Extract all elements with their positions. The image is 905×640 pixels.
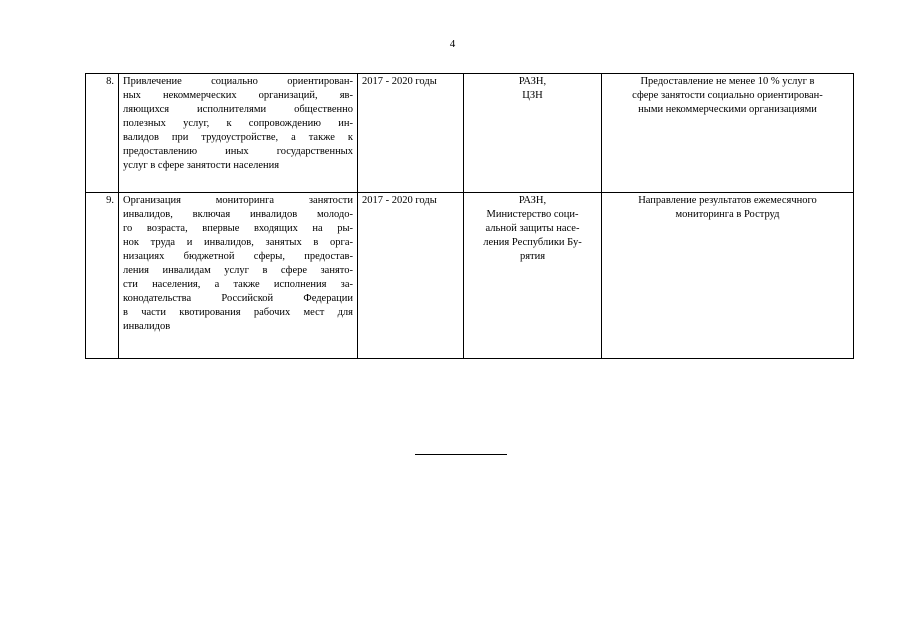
measure-cell (119, 74, 358, 193)
executor-line: Министерство соци- (486, 209, 579, 220)
measure-line: услуг в сфере занятости населения (123, 160, 280, 171)
measure-line: низациях бюджетной сферы, предостав- (123, 251, 353, 262)
table-row (86, 193, 854, 359)
result-cell (602, 74, 854, 193)
period-cell: 2017 - 2020 годы (358, 74, 464, 193)
executor-line: альной защиты насе- (485, 223, 580, 234)
measures-table (85, 73, 854, 359)
measure-line: в части квотирования рабочих мест для (123, 307, 353, 318)
measure-line: го возраста, впервые входящих на ры- (123, 223, 353, 234)
executor-line: РАЗН, (518, 195, 547, 206)
row-number: 8. (86, 74, 119, 193)
executor-line: РАЗН, (518, 76, 547, 87)
measure-line: конодательства Российской Федерации (123, 293, 353, 304)
row-number: 9. (86, 193, 119, 359)
end-rule (415, 454, 507, 455)
measure-line: нок труда и инвалидов, занятых в орга- (123, 237, 353, 248)
period-cell: 2017 - 2020 годы (358, 193, 464, 359)
measure-line: ления инвалидам услуг в сфере занято- (123, 265, 353, 276)
measure-line: Привлечение социально ориентирован- (123, 76, 353, 87)
measure-line: валидов при трудоустройстве, а также к (123, 132, 353, 143)
measure-line: Организация мониторинга занятости (123, 195, 353, 206)
executor-line: ления Республики Бу- (483, 237, 582, 248)
measure-line: сти населения, а также исполнения за- (123, 279, 353, 290)
page-number: 4 (449, 38, 456, 50)
measure-line: ляющихся исполнителями общественно (123, 104, 353, 115)
executor-cell (464, 74, 602, 193)
executor-line: рятия (519, 251, 546, 262)
measure-line: инвалидов (123, 321, 171, 332)
executor-line: ЦЗН (522, 90, 543, 101)
measure-line: полезных услуг, к сопровождению ин- (123, 118, 353, 129)
executor-cell (464, 193, 602, 359)
result-line: сфере занятости социально ориентирован- (632, 90, 823, 101)
result-line: Направление результатов ежемесячного (638, 195, 817, 206)
measure-cell (119, 193, 358, 359)
result-cell (602, 193, 854, 359)
result-line: ными некоммерческими организациями (638, 104, 817, 115)
result-line: мониторинга в Роструд (675, 209, 780, 220)
measure-line: ных некоммерческих организаций, яв- (123, 90, 353, 101)
measure-line: предоставлению иных государственных (123, 146, 353, 157)
measure-line: инвалидов, включая инвалидов молодо- (123, 209, 353, 220)
result-line: Предоставление не менее 10 % услуг в (640, 76, 815, 87)
table-row (86, 74, 854, 193)
